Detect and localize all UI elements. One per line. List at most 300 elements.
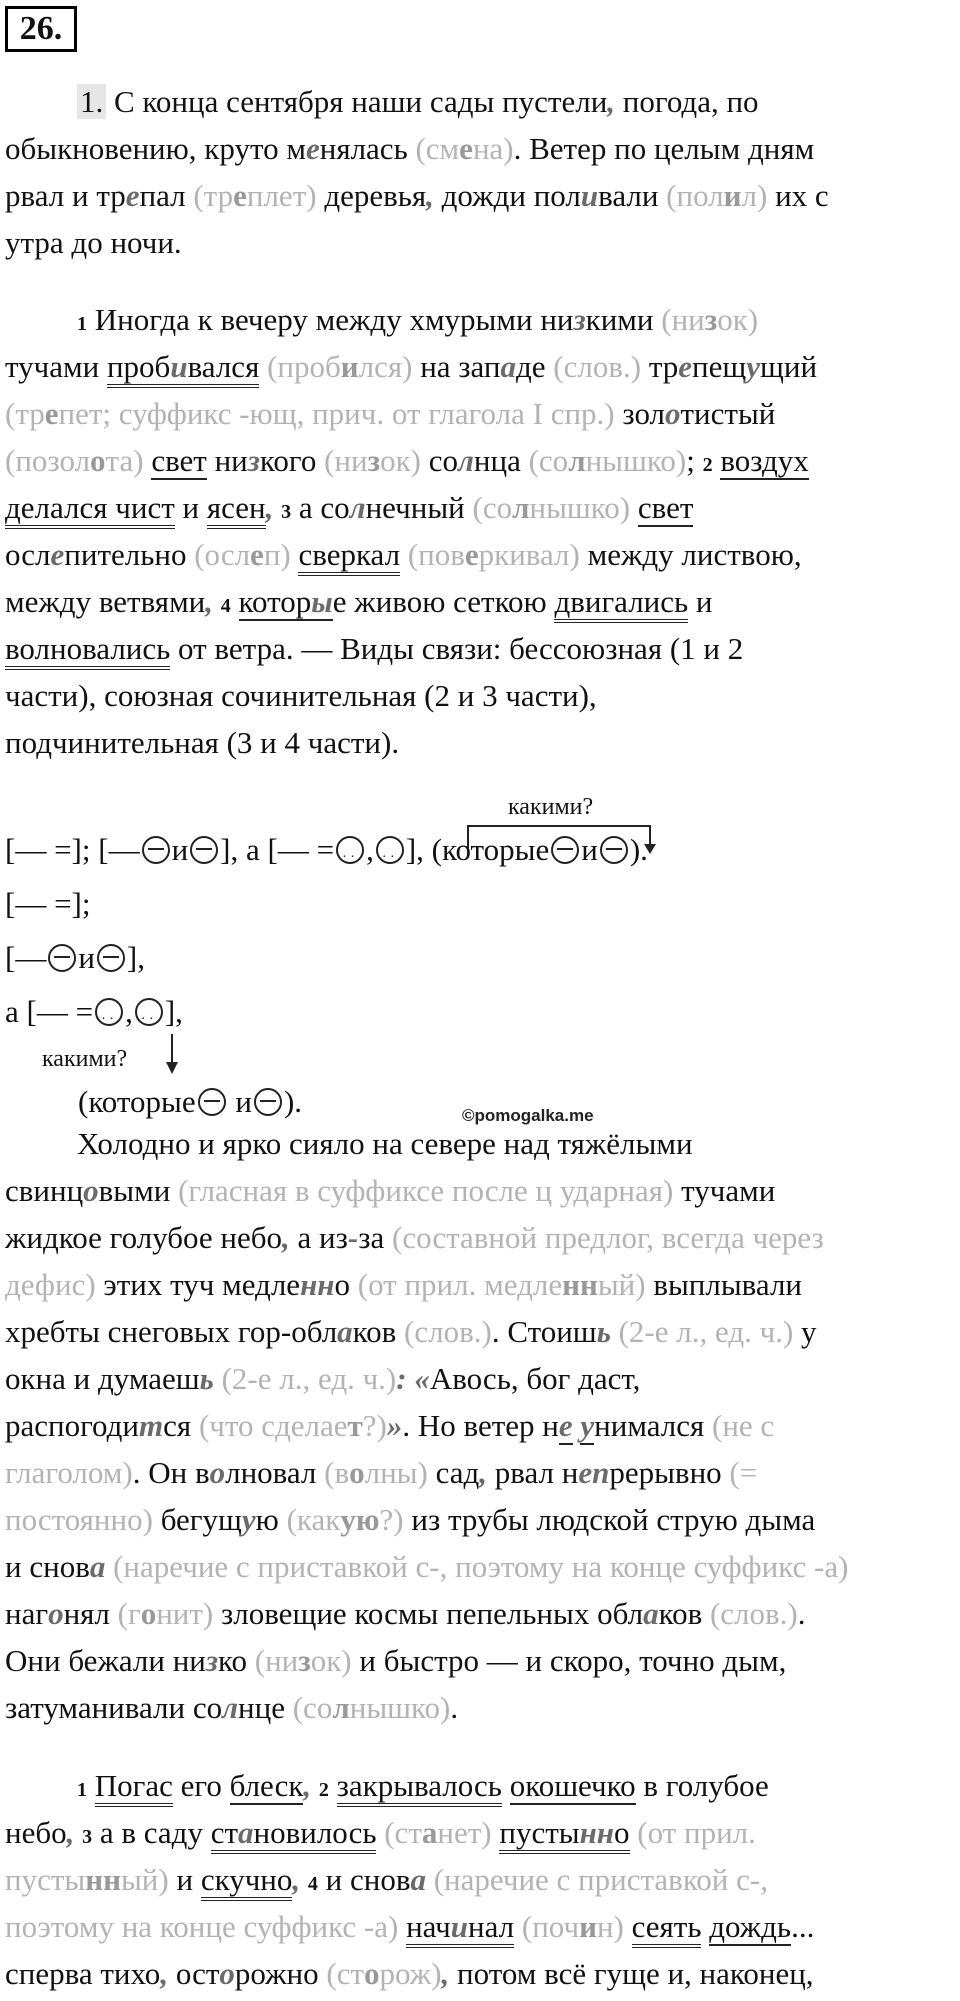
text-fragment: и bbox=[579, 1909, 597, 1944]
text-fragment: » bbox=[386, 1408, 403, 1443]
p1-line-1 bbox=[5, 78, 953, 125]
p2-line-1 bbox=[5, 296, 953, 343]
text-fragment: з bbox=[704, 302, 718, 337]
text-fragment: . Стоиш bbox=[491, 1314, 597, 1349]
text-fragment: л bbox=[512, 490, 530, 525]
text-fragment: (ни bbox=[254, 1643, 299, 1678]
text-fragment: е bbox=[678, 349, 693, 384]
text-fragment: ?) bbox=[362, 1408, 387, 1443]
text-fragment: . Ветер по целым дням bbox=[513, 131, 815, 166]
text-fragment: ясен bbox=[207, 490, 266, 529]
text-fragment: з bbox=[205, 1643, 218, 1678]
text-fragment: о bbox=[48, 1596, 64, 1631]
text-fragment: (поч bbox=[514, 1909, 580, 1944]
text-fragment: : « bbox=[396, 1361, 430, 1396]
text-fragment: нет) bbox=[437, 1815, 492, 1850]
text-fragment: обыкновению, круто м bbox=[5, 131, 306, 166]
text-fragment: между листвою, bbox=[579, 537, 802, 572]
text-fragment: (г bbox=[117, 1596, 141, 1631]
text-fragment: (ни bbox=[324, 443, 368, 478]
text-fragment: и bbox=[580, 178, 599, 213]
text-fragment: - bbox=[347, 1220, 359, 1255]
text-fragment: а bbox=[643, 1596, 659, 1631]
p3-line-6 bbox=[5, 1355, 953, 1402]
text-fragment bbox=[74, 1815, 82, 1850]
text-fragment: (со bbox=[292, 1690, 333, 1725]
text-fragment: и bbox=[581, 832, 598, 867]
text-fragment: , bbox=[366, 832, 374, 867]
text-fragment: лновал bbox=[225, 1455, 325, 1490]
p4-line-5 bbox=[5, 1950, 953, 1997]
text-fragment: делался чист bbox=[5, 490, 175, 529]
text-fragment: 3 bbox=[82, 1826, 93, 1848]
text-fragment: а [— = bbox=[5, 994, 94, 1029]
text-fragment: , bbox=[282, 1220, 290, 1255]
text-fragment: из трубы людской струю дыма bbox=[403, 1502, 816, 1537]
text-fragment: (составной предлог, всегда через bbox=[392, 1220, 824, 1255]
p2-line-5 bbox=[5, 484, 953, 531]
text-fragment bbox=[106, 84, 114, 119]
text-fragment: 2 bbox=[702, 454, 713, 476]
text-fragment: выплывали bbox=[645, 1267, 803, 1302]
text-fragment: о bbox=[209, 1455, 226, 1490]
wave-circle-icon bbox=[95, 998, 123, 1026]
text-fragment: л bbox=[332, 1690, 350, 1725]
text-fragment: (наречие с приставкой с-, поэтому на конце суффикс -а) bbox=[113, 1549, 849, 1584]
text-fragment: свет bbox=[151, 443, 207, 478]
text-fragment: двигались bbox=[554, 584, 688, 623]
text-fragment: нца bbox=[473, 443, 529, 478]
p2-line-10: подчинительная (3 и 4 части). bbox=[5, 725, 400, 760]
text-fragment: вался bbox=[188, 349, 260, 388]
text-fragment: (пов bbox=[400, 537, 465, 572]
text-fragment: л bbox=[349, 490, 366, 525]
text-fragment: еп bbox=[578, 1455, 610, 1490]
text-fragment: проб bbox=[107, 349, 170, 388]
text-fragment: лны) bbox=[364, 1455, 428, 1490]
text-fragment: (= bbox=[729, 1455, 758, 1490]
text-fragment: та) bbox=[105, 443, 144, 478]
text-fragment: (слов.) bbox=[709, 1596, 798, 1631]
text-fragment: (как bbox=[286, 1502, 341, 1537]
text-fragment bbox=[231, 584, 239, 619]
text-fragment: (от прил. bbox=[629, 1815, 756, 1850]
text-fragment: у bbox=[746, 349, 761, 384]
scheme-row-3 bbox=[5, 934, 145, 981]
watermark: ©pomogalka.me bbox=[462, 1106, 594, 1125]
p3-line-10 bbox=[5, 1543, 953, 1590]
circle-icon bbox=[190, 836, 218, 864]
scheme-row-1 bbox=[5, 826, 648, 873]
text-fragment: 1 bbox=[77, 313, 87, 335]
text-fragment: , bbox=[160, 1956, 169, 1991]
text-fragment: о bbox=[219, 1956, 235, 1991]
text-fragment: (2-е л., ед. ч.) bbox=[221, 1361, 397, 1396]
text-fragment: рерывно bbox=[609, 1455, 730, 1490]
p2-line-2 bbox=[5, 343, 953, 390]
text-fragment: у bbox=[580, 1408, 595, 1443]
p3-line-8 bbox=[5, 1449, 953, 1496]
text-fragment: нялась bbox=[319, 131, 416, 166]
text-fragment: и bbox=[170, 349, 187, 388]
p1-line-2 bbox=[5, 125, 953, 172]
text-fragment: щий bbox=[760, 349, 818, 384]
p3-line-9 bbox=[5, 1496, 953, 1543]
p3-line-3 bbox=[5, 1214, 953, 1261]
text-fragment: ся bbox=[163, 1408, 199, 1443]
text-fragment: пительно bbox=[64, 537, 195, 572]
text-fragment: [— =]; [— bbox=[5, 832, 140, 867]
text-fragment: (слов.) bbox=[404, 1314, 492, 1349]
text-fragment bbox=[502, 1768, 510, 1803]
scheme-arrow-2 bbox=[160, 1030, 190, 1080]
text-fragment: . bbox=[797, 1596, 806, 1631]
text-fragment: з bbox=[573, 302, 586, 337]
text-fragment: плет) bbox=[246, 178, 317, 213]
text-fragment: нн bbox=[580, 1815, 614, 1854]
text-fragment: ). bbox=[283, 1084, 303, 1119]
text-fragment: закрывалось bbox=[337, 1768, 502, 1807]
text-fragment: нышко) bbox=[529, 490, 631, 525]
text-fragment: е bbox=[464, 537, 479, 572]
text-fragment: и bbox=[723, 178, 742, 213]
text-fragment: дождь bbox=[709, 1909, 792, 1944]
text-fragment: и bbox=[451, 1909, 468, 1948]
text-fragment: пещ bbox=[692, 349, 747, 384]
circle-icon bbox=[97, 944, 125, 972]
text-fragment bbox=[105, 1549, 113, 1584]
text-fragment: , bbox=[125, 994, 133, 1029]
text-fragment: Авось, бог даст, bbox=[429, 1361, 641, 1396]
text-fragment bbox=[426, 1862, 434, 1897]
text-fragment: (от прил. медле bbox=[357, 1267, 563, 1302]
text-fragment: (слов.) bbox=[553, 349, 642, 384]
text-fragment: зол bbox=[614, 396, 665, 431]
text-fragment: осл bbox=[5, 537, 51, 572]
text-fragment: и bbox=[78, 940, 95, 975]
text-fragment: ко bbox=[218, 1643, 255, 1678]
text-fragment: ). bbox=[629, 832, 648, 867]
text-fragment: а bbox=[89, 1549, 106, 1584]
text-fragment: дефис) bbox=[5, 1267, 96, 1302]
text-fragment: сверкал bbox=[298, 537, 400, 576]
circle-icon bbox=[142, 836, 170, 864]
text-fragment: ю bbox=[255, 1502, 287, 1537]
p3-line-11 bbox=[5, 1590, 953, 1637]
text-fragment: со bbox=[420, 443, 458, 478]
paragraph-2 bbox=[5, 296, 953, 766]
text-fragment: о bbox=[140, 1596, 157, 1631]
text-fragment: п) bbox=[263, 537, 291, 572]
text-fragment: (пол bbox=[666, 178, 724, 213]
p3-line-5 bbox=[5, 1308, 953, 1355]
text-fragment: е bbox=[125, 178, 140, 213]
text-fragment: ков bbox=[352, 1314, 405, 1349]
text-fragment: С конца сентября наши сады пустели bbox=[114, 84, 608, 119]
text-fragment: новилось bbox=[254, 1815, 377, 1854]
text-fragment: з bbox=[247, 443, 260, 478]
text-fragment: и снов bbox=[317, 1862, 411, 1897]
text-fragment bbox=[311, 1768, 319, 1803]
text-fragment: волновались bbox=[5, 631, 170, 670]
text-fragment: и bbox=[227, 1084, 252, 1119]
text-fragment: ], bbox=[164, 994, 183, 1029]
p4-line-4 bbox=[5, 1903, 953, 1950]
text-fragment: рожно bbox=[234, 1956, 327, 1991]
text-fragment: наг bbox=[5, 1596, 49, 1631]
circle-icon bbox=[600, 836, 628, 864]
text-fragment: , bbox=[426, 178, 434, 213]
text-fragment: (тр bbox=[193, 178, 234, 213]
text-fragment: Они бежали ни bbox=[5, 1643, 206, 1678]
text-fragment: дожди пол bbox=[433, 178, 581, 213]
circle-icon bbox=[198, 1088, 226, 1116]
p3-line-7 bbox=[5, 1402, 953, 1449]
text-fragment: нял bbox=[63, 1596, 118, 1631]
text-fragment: (не с bbox=[712, 1408, 775, 1443]
exercise-number: 26. bbox=[5, 6, 77, 52]
text-fragment: ост bbox=[168, 1956, 220, 1991]
text-fragment bbox=[273, 490, 281, 525]
text-fragment: 1 bbox=[77, 1779, 87, 1801]
text-fragment: сеять bbox=[632, 1909, 702, 1948]
p3-line-2 bbox=[5, 1167, 953, 1214]
text-fragment: н) bbox=[596, 1909, 624, 1944]
text-fragment bbox=[630, 490, 638, 525]
text-fragment: о bbox=[614, 1815, 630, 1854]
p4-line-1 bbox=[5, 1762, 953, 1809]
text-fragment: а из bbox=[289, 1220, 348, 1255]
text-fragment: постоянно) bbox=[5, 1502, 153, 1537]
p2-line-4 bbox=[5, 437, 953, 484]
text-fragment: (в bbox=[324, 1455, 350, 1490]
text-fragment: а в саду bbox=[92, 1815, 211, 1850]
text-fragment: л bbox=[568, 443, 586, 478]
p1-line-4: утра до ночи. bbox=[5, 225, 182, 260]
p3-line-12 bbox=[5, 1637, 953, 1684]
p2-line-9: части), союзная сочинительная (2 и 3 части), bbox=[5, 678, 597, 713]
text-fragment: потом всё гуще и, наконец, bbox=[449, 1956, 814, 1991]
wave-circle-icon bbox=[135, 998, 163, 1026]
text-fragment: ый) bbox=[597, 1267, 646, 1302]
p4-line-3 bbox=[5, 1856, 953, 1903]
text-fragment: на зап bbox=[412, 349, 501, 384]
text-fragment: е bbox=[459, 131, 473, 166]
circle-icon bbox=[551, 836, 579, 864]
text-fragment: (тр bbox=[5, 396, 45, 431]
scheme-question-2: какими? bbox=[42, 1046, 128, 1072]
paragraph-1 bbox=[5, 78, 953, 266]
scheme-row-2: [— =]; bbox=[5, 886, 91, 921]
text-fragment: и bbox=[174, 490, 207, 525]
text-fragment: живою сеткою bbox=[346, 584, 555, 619]
text-fragment: , bbox=[607, 84, 616, 119]
text-fragment: окошечко bbox=[509, 1768, 636, 1803]
text-fragment: , bbox=[265, 490, 274, 525]
text-fragment: (со bbox=[528, 443, 569, 478]
text-fragment: е bbox=[250, 537, 264, 572]
text-fragment: пусты bbox=[5, 1862, 86, 1897]
text-fragment: и bbox=[168, 1862, 201, 1897]
p3-line-4 bbox=[5, 1261, 953, 1308]
text-fragment: (проб bbox=[259, 349, 341, 384]
text-fragment: (что сделае bbox=[198, 1408, 348, 1443]
text-fragment: ы bbox=[311, 584, 333, 619]
text-fragment: а bbox=[238, 1815, 254, 1854]
text-fragment: выми bbox=[98, 1173, 179, 1208]
text-fragment: пал bbox=[139, 178, 194, 213]
text-fragment: , bbox=[479, 1455, 488, 1490]
text-fragment bbox=[398, 1909, 406, 1944]
text-fragment: пусты bbox=[499, 1815, 579, 1854]
text-fragment: е bbox=[233, 178, 247, 213]
text-fragment: зловещие космы пепельных обл bbox=[213, 1596, 644, 1631]
text-fragment: ; bbox=[686, 443, 703, 478]
text-fragment: а со bbox=[291, 490, 350, 525]
text-fragment bbox=[611, 1314, 619, 1349]
text-fragment: . Но ветер н bbox=[402, 1408, 559, 1443]
text-fragment: ст bbox=[211, 1815, 238, 1854]
text-fragment: нал bbox=[468, 1909, 514, 1948]
text-fragment: хребты снеговых гор-обл bbox=[5, 1314, 338, 1349]
text-fragment: о bbox=[334, 1267, 358, 1302]
text-fragment: рож) bbox=[379, 1956, 442, 1991]
text-fragment: (см bbox=[415, 131, 460, 166]
text-fragment: (ни bbox=[661, 302, 705, 337]
text-fragment: нит) bbox=[156, 1596, 214, 1631]
text-fragment: распогоди bbox=[5, 1408, 140, 1443]
text-fragment: ок) bbox=[380, 443, 421, 478]
text-fragment: (ст bbox=[376, 1815, 422, 1850]
text-fragment: (2-е л., ед. ч.) bbox=[618, 1314, 794, 1349]
text-fragment: кого bbox=[259, 443, 325, 478]
text-fragment: ни bbox=[206, 443, 248, 478]
text-fragment: , bbox=[66, 1815, 75, 1850]
text-fragment: л bbox=[222, 1690, 239, 1725]
p4-line-2 bbox=[5, 1809, 953, 1856]
text-fragment: . bbox=[450, 1690, 459, 1725]
text-fragment: (позол bbox=[5, 443, 91, 478]
text-fragment: за bbox=[358, 1220, 392, 1255]
text-fragment: у bbox=[241, 1502, 256, 1537]
text-fragment: Погас bbox=[95, 1768, 173, 1807]
text-fragment: и bbox=[688, 584, 713, 619]
text-fragment: нышко) bbox=[349, 1690, 451, 1725]
text-fragment bbox=[213, 584, 221, 619]
text-fragment: тучами bbox=[673, 1173, 776, 1208]
text-fragment: нышко) bbox=[585, 443, 687, 478]
text-fragment: ... bbox=[791, 1909, 815, 1944]
text-fragment: между ветвями bbox=[5, 584, 206, 619]
text-fragment: его bbox=[172, 1768, 230, 1803]
text-fragment: , bbox=[292, 1862, 301, 1897]
text-fragment: ок) bbox=[310, 1643, 352, 1678]
text-fragment: о bbox=[90, 443, 106, 478]
paragraph-4 bbox=[5, 1762, 953, 1997]
text-fragment: рвал и тр bbox=[5, 178, 126, 213]
text-fragment: (гласная в суффиксе после ц ударная) bbox=[178, 1173, 674, 1208]
text-fragment: ?) bbox=[379, 1502, 404, 1537]
text-fragment: з bbox=[298, 1643, 311, 1678]
text-fragment: е bbox=[305, 131, 320, 166]
text-fragment: котор bbox=[238, 584, 312, 619]
text-fragment: , bbox=[205, 584, 214, 619]
text-fragment: у bbox=[793, 1314, 817, 1349]
p2-line-7 bbox=[5, 578, 953, 625]
text-fragment: бегущ bbox=[152, 1502, 242, 1537]
text-fragment: поэтому на конце суффикс -а) bbox=[5, 1909, 399, 1944]
text-fragment: сперва тихо bbox=[5, 1956, 161, 1991]
text-fragment: (осл bbox=[194, 537, 251, 572]
text-fragment: л) bbox=[741, 178, 768, 213]
text-fragment: рвал н bbox=[487, 1455, 579, 1490]
scheme-row-5 bbox=[78, 1078, 302, 1125]
text-fragment: воздух bbox=[720, 443, 809, 478]
text-fragment: де bbox=[516, 349, 554, 384]
text-fragment: нн bbox=[562, 1267, 598, 1302]
p1-line-3 bbox=[5, 172, 953, 219]
text-fragment: их с bbox=[767, 178, 829, 213]
text-fragment: Иногда к вечеру между хмурыми ни bbox=[87, 302, 574, 337]
text-fragment: о bbox=[349, 1455, 365, 1490]
text-fragment: е bbox=[50, 537, 65, 572]
p3-line-13 bbox=[5, 1684, 953, 1731]
text-fragment bbox=[329, 1768, 337, 1803]
text-fragment: (которые bbox=[78, 1084, 196, 1119]
text-fragment: нн bbox=[300, 1267, 335, 1302]
text-fragment: скучно bbox=[201, 1862, 293, 1901]
text-fragment bbox=[624, 1909, 632, 1944]
text-fragment: о bbox=[665, 396, 681, 431]
text-fragment: ь bbox=[596, 1314, 611, 1349]
text-fragment: 2 bbox=[318, 1779, 329, 1801]
text-fragment: нце bbox=[238, 1690, 293, 1725]
text-fragment bbox=[214, 1361, 222, 1396]
text-fragment: этих туч медле bbox=[95, 1267, 301, 1302]
text-fragment: и bbox=[340, 349, 359, 384]
text-fragment: тр bbox=[641, 349, 679, 384]
p2-line-3 bbox=[5, 390, 953, 437]
text-fragment bbox=[87, 1768, 95, 1803]
text-fragment: глаголом) bbox=[5, 1455, 133, 1490]
text-fragment bbox=[300, 1862, 308, 1897]
text-fragment: окна и думаеш bbox=[5, 1361, 200, 1396]
text-fragment: , bbox=[441, 1956, 450, 1991]
text-fragment: нн bbox=[85, 1862, 121, 1897]
text-fragment: в голубое bbox=[635, 1768, 769, 1803]
circle-icon bbox=[48, 944, 76, 972]
text-fragment: а bbox=[337, 1314, 353, 1349]
text-fragment: нечный bbox=[365, 490, 473, 525]
text-fragment: свет bbox=[637, 490, 694, 525]
text-fragment: и bbox=[171, 832, 189, 867]
text-fragment: ркивал) bbox=[478, 537, 580, 572]
text-fragment: е bbox=[558, 1408, 573, 1443]
text-fragment: жидкое голубое небо bbox=[5, 1220, 283, 1255]
text-fragment: о bbox=[364, 1956, 380, 1991]
text-fragment: на) bbox=[472, 131, 514, 166]
text-fragment: . Он в bbox=[132, 1455, 210, 1490]
text-fragment: небо bbox=[5, 1815, 67, 1850]
text-fragment: и снов bbox=[5, 1549, 90, 1584]
text-fragment: нимался bbox=[594, 1408, 712, 1443]
text-fragment: е bbox=[44, 396, 59, 431]
text-fragment: вали bbox=[598, 178, 667, 213]
text-fragment: от ветра. — Виды связи: бессоюзная (1 и 2 bbox=[170, 631, 744, 666]
text-fragment: тистый bbox=[680, 396, 776, 431]
text-fragment: (наречие с приставкой с-, bbox=[433, 1862, 768, 1897]
text-fragment: (со bbox=[472, 490, 513, 525]
